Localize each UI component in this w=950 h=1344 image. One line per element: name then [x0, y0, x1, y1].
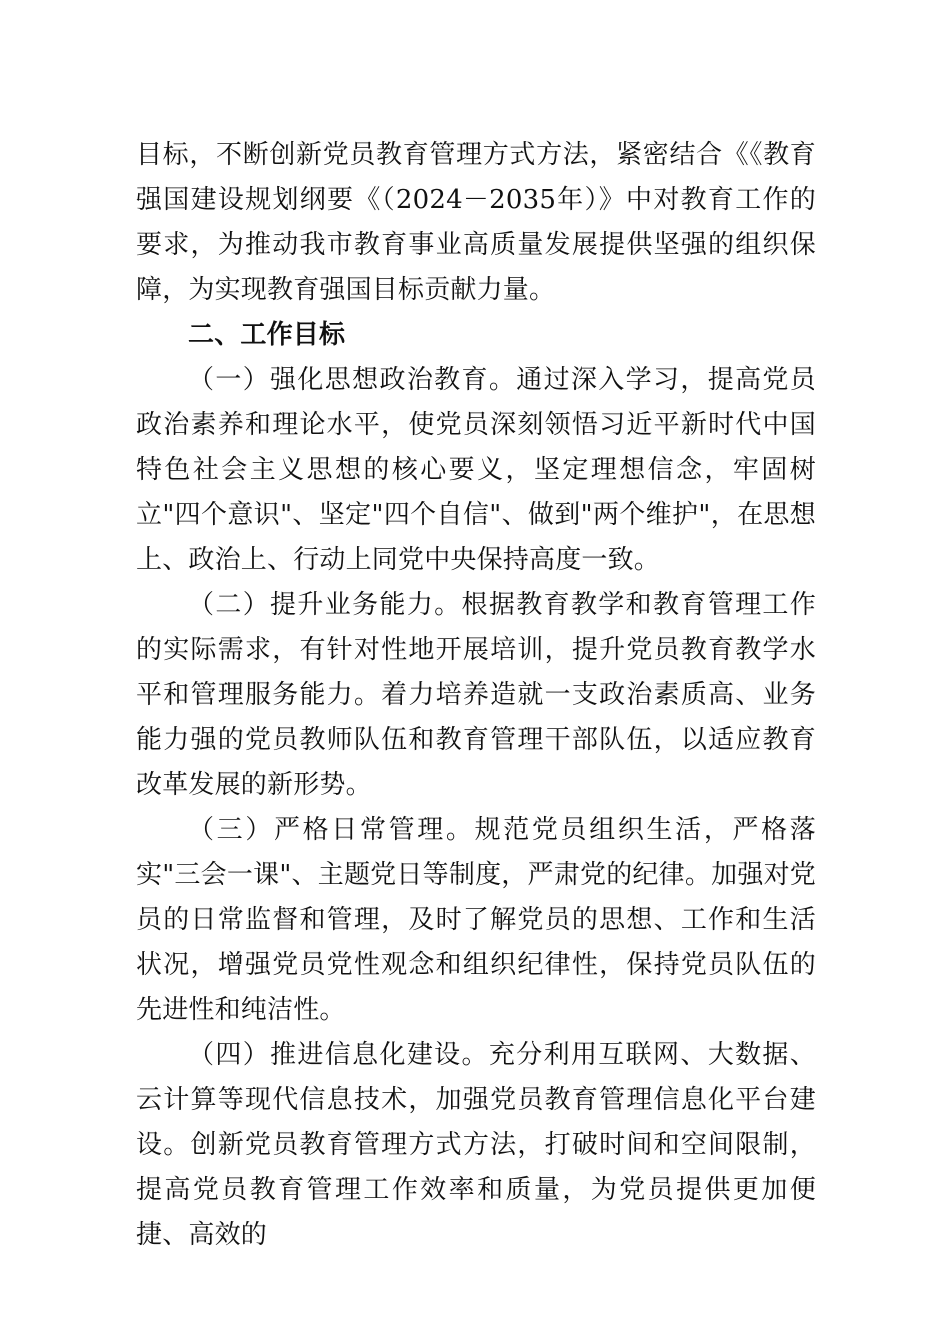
section-heading: 二、工作目标	[188, 320, 346, 350]
paragraph-4: （四）推进信息化建设。充分利用互联网、大数据、云计算等现代信息技术，加强党员教育管理信息化平台建设。创新党员教育管理方式方法，打破时间和空间限制，提高党员教育管理工作效率和质量，为党员提供更加便捷、高效的	[136, 1040, 816, 1250]
intro-paragraph: 目标，不断创新党员教育管理方式方法，紧密结合《《教育强国建设规划纲要《（2024－2035年）》中对教育工作的要求，为推动我市教育事业高质量发展提供坚强的组织保障，为实现教育强国目标贡献力量。	[136, 140, 816, 305]
paragraph-3: （三）严格日常管理。规范党员组织生活，严格落实"三会一课"、主题党日等制度，严肃党的纪律。加强对党员的日常监督和管理，及时了解党员的思想、工作和生活状况，增强党员党性观念和组织纪律性，保持党员队伍的先进性和纯洁性。	[136, 815, 816, 1025]
paragraph-2: （二）提升业务能力。根据教育教学和教育管理工作的实际需求，有针对性地开展培训，提升党员教育教学水平和管理服务能力。着力培养造就一支政治素质高、业务能力强的党员教师队伍和教育管理干部队伍，以适应教育改革发展的新形势。	[136, 590, 816, 800]
document-body	[136, 133, 816, 1258]
paragraph-1: （一）强化思想政治教育。通过深入学习，提高党员政治素养和理论水平，使党员深刻领悟习近平新时代中国特色社会主义思想的核心要义，坚定理想信念，牢固树立"四个意识"、坚定"四个自信"、做到"两个维护"，在思想上、政治上、行动上同党中央保持高度一致。	[136, 365, 816, 575]
